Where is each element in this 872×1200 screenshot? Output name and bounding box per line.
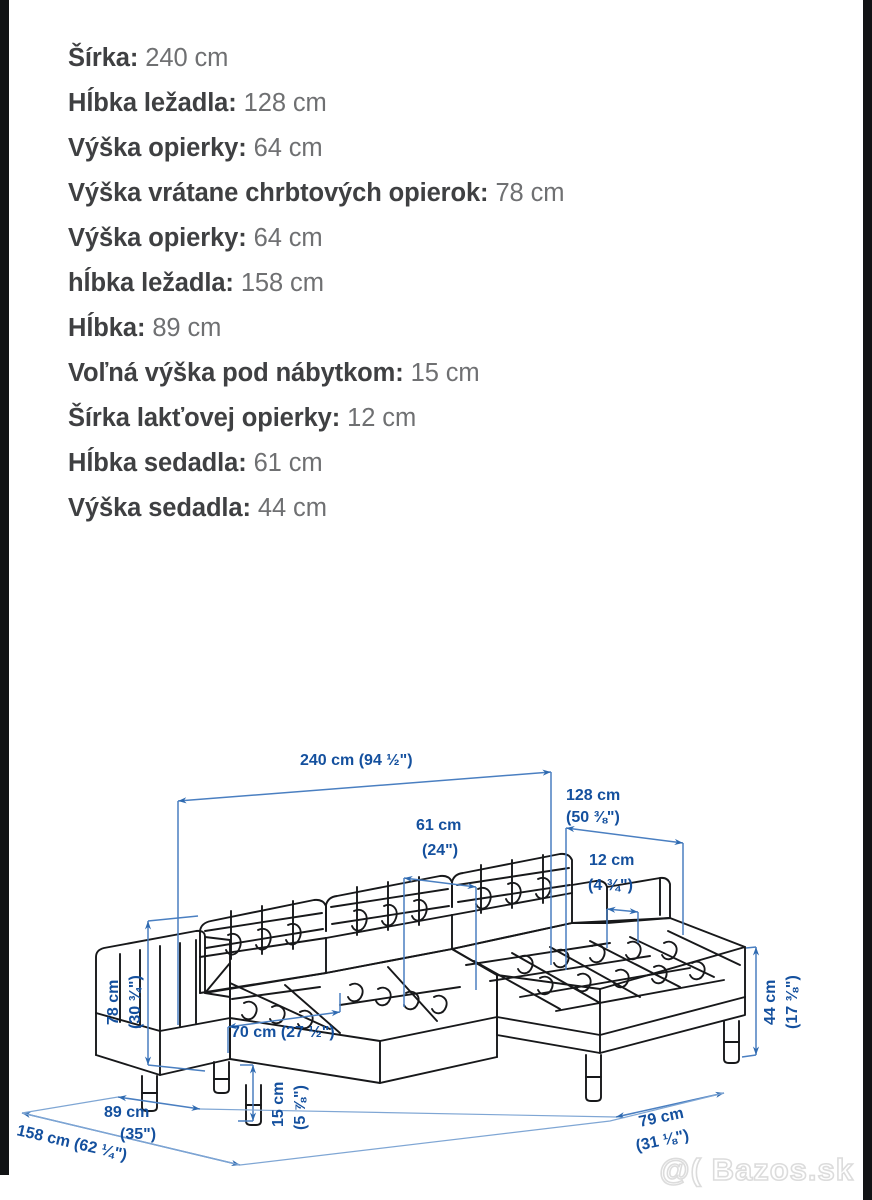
dim-back-height: 78 cm <box>105 979 122 1025</box>
dim-seat-height-in: (17 ⅜") <box>784 975 801 1029</box>
spec-row <box>68 216 808 261</box>
spec-label: Šírka lakťovej opierky: <box>68 404 341 432</box>
bazos-watermark: @( Bazos.sk <box>659 1152 854 1187</box>
spec-label: Výška vrátane chrbtových opierok: <box>68 179 489 207</box>
spec-label: Výška opierky: <box>68 134 247 162</box>
spec-row <box>68 81 808 126</box>
spec-label: Výška sedadla: <box>68 494 251 522</box>
spec-value: 128 cm <box>243 89 327 117</box>
specification-list <box>68 36 808 531</box>
spec-row <box>68 126 808 171</box>
spec-value: 64 cm <box>253 224 323 252</box>
spec-value: 78 cm <box>495 179 565 207</box>
spec-row <box>68 396 808 441</box>
spec-value: 44 cm <box>257 494 327 522</box>
dim-seat-height: 44 cm <box>762 979 779 1025</box>
dim-depth: 89 cm <box>104 1104 150 1121</box>
spec-label: Šírka: <box>68 44 139 72</box>
dim-depth-in: (35") <box>120 1126 157 1143</box>
spec-label: Hĺbka ležadla: <box>68 89 237 117</box>
dim-overall-width: 240 cm (94 ½") <box>300 752 413 769</box>
dim-armrest-width: 12 cm <box>589 852 635 869</box>
spec-label: hĺbka ležadla: <box>68 269 234 297</box>
spec-value: 240 cm <box>145 44 229 72</box>
spec-value: 61 cm <box>253 449 323 477</box>
dim-clearance-in: (5 ⅞") <box>292 1085 309 1130</box>
spec-row <box>68 306 808 351</box>
spec-value: 158 cm <box>240 269 324 297</box>
spec-row <box>68 351 808 396</box>
spec-row <box>68 486 808 531</box>
sofa-illustration <box>96 854 745 1125</box>
spec-label: Hĺbka sedadla: <box>68 449 247 477</box>
dim-seat-depth-back-in: (24") <box>422 842 459 859</box>
spec-value: 15 cm <box>410 359 480 387</box>
spec-row <box>68 441 808 486</box>
dim-back-height-in: (30 ¾") <box>127 975 144 1029</box>
dim-chaise-width-in: (31 ⅛") <box>634 1127 691 1155</box>
dim-chaise-depth-in: (50 ⅜") <box>566 809 620 826</box>
dim-total-depth: 158 cm (62 ¼") <box>15 1122 129 1165</box>
dim-seat-depth-back: 61 cm <box>416 817 462 834</box>
spec-value: 12 cm <box>347 404 417 432</box>
dim-armrest-width-in: (4 ¾") <box>588 877 633 894</box>
dim-chaise-width: 79 cm <box>637 1104 686 1131</box>
spec-label: Hĺbka: <box>68 314 146 342</box>
spec-value: 89 cm <box>152 314 222 342</box>
spec-row <box>68 171 808 216</box>
spec-value: 64 cm <box>253 134 323 162</box>
spec-label: Voľná výška pod nábytkom: <box>68 359 404 387</box>
dim-seat-width: 70 cm (27 ½") <box>231 1024 335 1041</box>
spec-row <box>68 36 808 81</box>
dim-clearance: 15 cm <box>270 1081 287 1127</box>
dim-chaise-depth-cm: 128 cm <box>566 787 621 804</box>
spec-label: Výška opierky: <box>68 224 247 252</box>
dimension-diagram <box>0 735 872 1175</box>
spec-row <box>68 261 808 306</box>
